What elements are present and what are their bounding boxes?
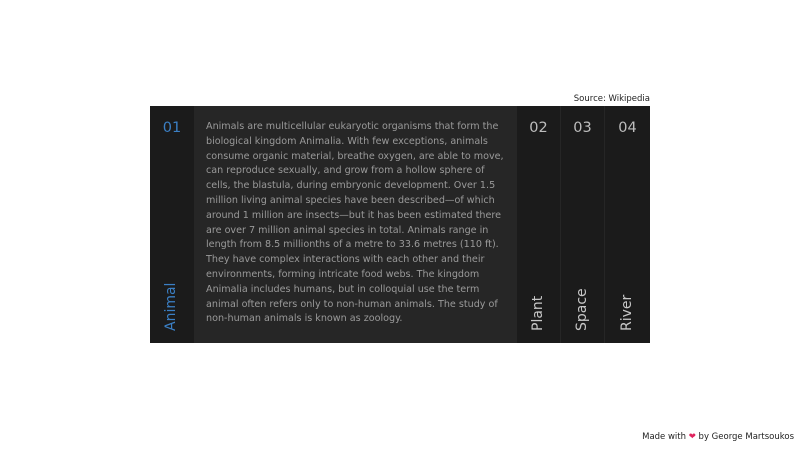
panel-label: River [618, 294, 635, 331]
panel-tab-river[interactable] [605, 106, 650, 343]
panel-number: 02 [529, 120, 548, 136]
footer-credit [642, 432, 794, 442]
source-caption: Source: Wikipedia [573, 94, 650, 104]
accordion [150, 106, 650, 343]
heart-icon: ❤ [688, 432, 696, 442]
footer-prefix: Made with [642, 432, 687, 442]
panel-tab-animal[interactable] [150, 106, 195, 343]
footer-author: by George Martsoukos [698, 432, 794, 442]
panel-content-animal [195, 106, 517, 343]
panel-label: Plant [529, 295, 546, 331]
panel-label: Animal [163, 282, 179, 331]
panel-number: 04 [618, 120, 637, 136]
panel-tab-space[interactable] [561, 106, 605, 343]
panel-number: 03 [573, 120, 592, 136]
panel-description: Animals are multicellular eukaryotic organisms that form the biological kingdom Animalia. With few exceptions, animals consume organic material, breathe oxygen, are able to move, can reproduce sexually, and grow from a hollow sphere of cells, the blastula, during embryonic development. Over 1.5 million living animal species have been described—of which around 1 million are insects—but it has been estimated there are over 7 million animal species in total. Animals range in length from 8.5 millionths of a metre to 33.6 metres (110 ft). They have complex interactions with each other and their environments, forming intricate food webs. The kingdom Animalia includes humans, but in colloquial use the term animal often refers only to non-human animals. The study of non-human animals is known as zoology. [206, 121, 504, 325]
panel-number: 01 [162, 120, 182, 136]
panel-label: Space [573, 288, 590, 331]
panel-tab-plant[interactable] [517, 106, 561, 343]
